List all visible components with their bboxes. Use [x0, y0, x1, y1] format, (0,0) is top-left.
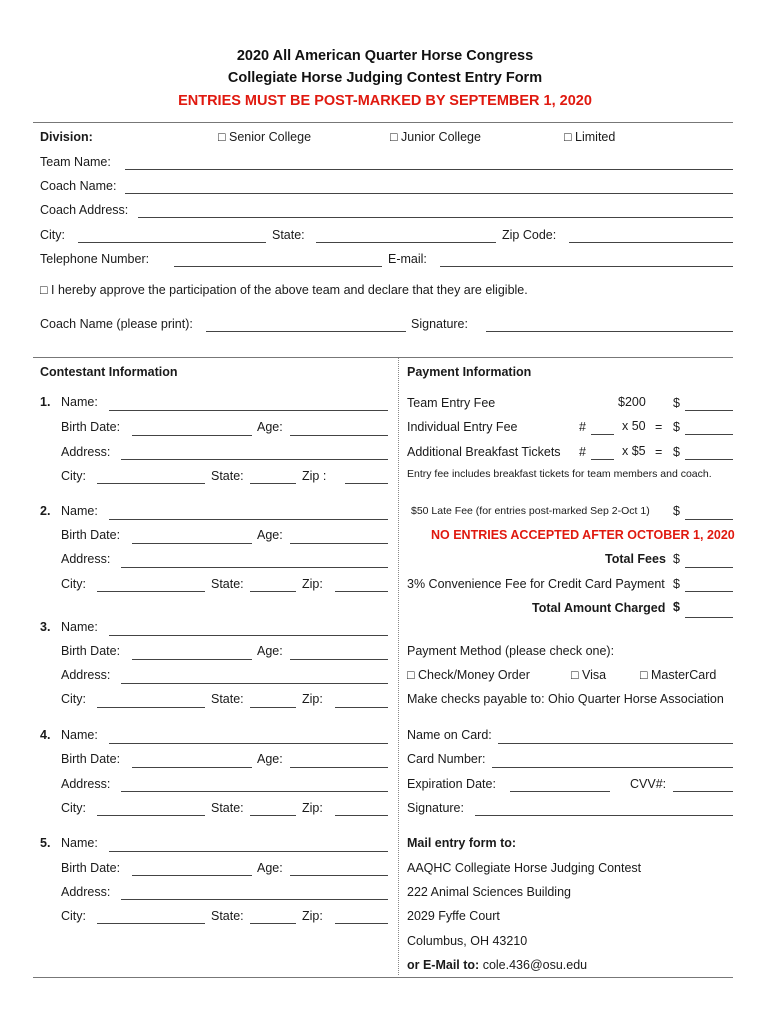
hash-sign: #: [579, 445, 586, 459]
division-junior-checkbox[interactable]: □ Junior College: [390, 130, 481, 144]
contestant-5-city-field[interactable]: [97, 923, 205, 924]
contestant-5-age-field[interactable]: [290, 875, 388, 876]
contestant-zip-label: Zip:: [302, 801, 323, 815]
no-entries-notice: NO ENTRIES ACCEPTED AFTER OCTOBER 1, 2020: [431, 528, 735, 542]
contestant-age-label: Age:: [257, 752, 283, 766]
contestant-age-label: Age:: [257, 528, 283, 542]
contestant-1-zip-field[interactable]: [345, 483, 388, 484]
individual-fee-label: Individual Entry Fee: [407, 420, 518, 434]
contestant-city-label: City:: [61, 692, 86, 706]
contestant-address-label: Address:: [61, 445, 111, 459]
breakfast-rate: x $5: [622, 444, 646, 458]
contestant-4-birth-field[interactable]: [132, 767, 252, 768]
contestant-birth-label: Birth Date:: [61, 861, 121, 875]
card-signature-label: Signature:: [407, 801, 464, 815]
contestant-age-label: Age:: [257, 644, 283, 658]
coach-signature-field[interactable]: [486, 331, 733, 332]
dollar-sign: $: [673, 396, 680, 410]
mastercard-checkbox[interactable]: □ MasterCard: [640, 668, 717, 682]
telephone-field[interactable]: [174, 266, 382, 267]
contestant-address-label: Address:: [61, 552, 111, 566]
contestant-5-name-field[interactable]: [109, 851, 388, 852]
payment-method-label: Payment Method (please check one):: [407, 644, 615, 658]
contestant-number: 3.: [40, 620, 51, 634]
total-fees-field[interactable]: [685, 567, 733, 568]
late-fee-label: $50 Late Fee (for entries post-marked Sep 2-Oct 1): [411, 505, 650, 517]
payable-note: Make checks payable to: Ohio Quarter Horse Association: [407, 692, 724, 706]
dollar-sign: $: [673, 552, 680, 566]
contestant-2-address-field[interactable]: [121, 567, 388, 568]
contestant-zip-label: Zip :: [302, 469, 327, 483]
contestant-city-label: City:: [61, 909, 86, 923]
team-zip-field[interactable]: [569, 242, 733, 243]
coach-name-field[interactable]: [125, 193, 733, 194]
contestant-4-address-field[interactable]: [121, 791, 388, 792]
contestant-3-birth-field[interactable]: [132, 659, 252, 660]
section-divider: [33, 357, 733, 358]
contestant-1-age-field[interactable]: [290, 435, 388, 436]
team-zip-label: Zip Code:: [502, 228, 557, 242]
telephone-label: Telephone Number:: [40, 252, 150, 266]
total-fees-label: Total Fees: [605, 552, 666, 566]
contestant-3-age-field[interactable]: [290, 659, 388, 660]
contestant-city-label: City:: [61, 469, 86, 483]
contestant-1-name-field[interactable]: [109, 410, 388, 411]
contact-email[interactable]: cole.436@osu.edu: [482, 958, 588, 972]
coach-print-field[interactable]: [206, 331, 406, 332]
contestant-state-label: State:: [211, 469, 244, 483]
contestant-3-zip-field[interactable]: [335, 707, 388, 708]
individual-total-field[interactable]: [685, 434, 733, 435]
header-divider: [33, 122, 733, 123]
contestant-4-state-field[interactable]: [250, 815, 296, 816]
contestant-number: 4.: [40, 728, 51, 742]
team-fee-label: Team Entry Fee: [407, 396, 496, 410]
dollar-sign: $: [673, 420, 680, 434]
contestant-birth-label: Birth Date:: [61, 528, 121, 542]
form-title: 2020 All American Quarter Horse Congress: [236, 48, 534, 64]
contestant-2-name-field[interactable]: [109, 519, 388, 520]
contestant-name-label: Name:: [61, 728, 98, 742]
mail-address-line: Columbus, OH 43210: [407, 934, 528, 948]
contestant-3-city-field[interactable]: [97, 707, 205, 708]
team-fee-total-field[interactable]: [685, 410, 733, 411]
team-name-field[interactable]: [125, 169, 733, 170]
contestant-city-label: City:: [61, 577, 86, 591]
contestant-1-state-field[interactable]: [250, 483, 296, 484]
contestant-state-label: State:: [211, 692, 244, 706]
email-instruction: [407, 958, 587, 972]
card-signature-field[interactable]: [475, 815, 733, 816]
contestant-1-city-field[interactable]: [97, 483, 205, 484]
contestant-address-label: Address:: [61, 668, 111, 682]
contestant-zip-label: Zip:: [302, 909, 323, 923]
contestant-birth-label: Birth Date:: [61, 752, 121, 766]
mail-address-line: 222 Animal Sciences Building: [407, 885, 571, 899]
cvv-field[interactable]: [673, 791, 733, 792]
email-field[interactable]: [440, 266, 733, 267]
breakfast-label: Additional Breakfast Tickets: [407, 445, 561, 459]
coach-signature-label: Signature:: [411, 317, 468, 331]
contestant-address-label: Address:: [61, 777, 111, 791]
contestant-5-state-field[interactable]: [250, 923, 296, 924]
contestant-4-age-field[interactable]: [290, 767, 388, 768]
contestant-3-address-field[interactable]: [121, 683, 388, 684]
breakfast-count-field[interactable]: [591, 459, 614, 460]
equals-sign: =: [655, 420, 663, 434]
coach-name-label: Coach Name:: [40, 179, 117, 193]
individual-count-field[interactable]: [591, 434, 614, 435]
contestant-2-zip-field[interactable]: [335, 591, 388, 592]
equals-sign: =: [655, 445, 663, 459]
total-charged-field[interactable]: [685, 617, 733, 618]
check-money-order-checkbox[interactable]: □ Check/Money Order: [407, 668, 530, 682]
column-divider: [398, 358, 399, 975]
division-limited-checkbox[interactable]: □ Limited: [564, 130, 616, 144]
contestant-number: 2.: [40, 504, 51, 518]
contestant-birth-label: Birth Date:: [61, 420, 121, 434]
contestant-heading: Contestant Information: [40, 365, 178, 379]
coach-address-label: Coach Address:: [40, 203, 129, 217]
contestant-2-city-field[interactable]: [97, 591, 205, 592]
contestant-birth-label: Birth Date:: [61, 644, 121, 658]
deadline-notice: ENTRIES MUST BE POST-MARKED BY SEPTEMBER 1, 2020: [178, 93, 592, 109]
contestant-age-label: Age:: [257, 420, 283, 434]
team-city-field[interactable]: [78, 242, 266, 243]
late-fee-field[interactable]: [685, 519, 733, 520]
mail-address-line: 2029 Fyffe Court: [407, 909, 500, 923]
card-number-field[interactable]: [492, 767, 733, 768]
contestant-number: 5.: [40, 836, 51, 850]
payment-heading: Payment Information: [407, 365, 532, 379]
name-on-card-label: Name on Card:: [407, 728, 492, 742]
contestant-3-state-field[interactable]: [250, 707, 296, 708]
contestant-age-label: Age:: [257, 861, 283, 875]
coach-address-field[interactable]: [138, 217, 733, 218]
contestant-state-label: State:: [211, 801, 244, 815]
card-number-label: Card Number:: [407, 752, 486, 766]
hash-sign: #: [579, 420, 586, 434]
email-to-label: or E-Mail to:: [407, 958, 480, 972]
team-state-label: State:: [272, 228, 305, 242]
team-name-label: Team Name:: [40, 155, 111, 169]
breakfast-total-field[interactable]: [685, 459, 733, 460]
contestant-name-label: Name:: [61, 620, 98, 634]
contestant-2-age-field[interactable]: [290, 543, 388, 544]
contestant-zip-label: Zip:: [302, 692, 323, 706]
contestant-4-zip-field[interactable]: [335, 815, 388, 816]
dollar-sign: $: [673, 504, 680, 518]
individual-rate: x 50: [622, 419, 646, 433]
mail-address-line: AAQHC Collegiate Horse Judging Contest: [407, 861, 642, 875]
contestant-number: 1.: [40, 395, 51, 409]
expiration-label: Expiration Date:: [407, 777, 496, 791]
contestant-name-label: Name:: [61, 395, 98, 409]
mail-heading: Mail entry form to:: [407, 836, 517, 850]
team-state-field[interactable]: [316, 242, 496, 243]
contestant-name-label: Name:: [61, 504, 98, 518]
coach-print-label: Coach Name (please print):: [40, 317, 193, 331]
contestant-1-address-field[interactable]: [121, 459, 388, 460]
dollar-sign: $: [673, 577, 680, 591]
contestant-address-label: Address:: [61, 885, 111, 899]
breakfast-note: Entry fee includes breakfast tickets for team members and coach.: [407, 468, 712, 480]
team-fee-amount: $200: [618, 395, 646, 409]
email-label: E-mail:: [388, 252, 427, 266]
total-charged-label: Total Amount Charged: [532, 601, 666, 615]
contestant-2-state-field[interactable]: [250, 591, 296, 592]
contestant-state-label: State:: [211, 577, 244, 591]
division-label: Division:: [40, 130, 93, 144]
expiration-field[interactable]: [510, 791, 610, 792]
form-subtitle: Collegiate Horse Judging Contest Entry Form: [227, 70, 543, 86]
visa-checkbox[interactable]: □ Visa: [571, 668, 607, 682]
contestant-2-birth-field[interactable]: [132, 543, 252, 544]
contestant-5-birth-field[interactable]: [132, 875, 252, 876]
division-senior-checkbox[interactable]: □ Senior College: [218, 130, 312, 144]
cvv-label: CVV#:: [630, 777, 667, 791]
contestant-4-city-field[interactable]: [97, 815, 205, 816]
contestant-zip-label: Zip:: [302, 577, 323, 591]
contestant-3-name-field[interactable]: [109, 635, 388, 636]
dollar-sign: $: [673, 600, 680, 614]
contestant-4-name-field[interactable]: [109, 743, 388, 744]
name-on-card-field[interactable]: [498, 743, 733, 744]
team-city-label: City:: [40, 228, 65, 242]
convenience-fee-label: 3% Convenience Fee for Credit Card Payment: [407, 577, 665, 591]
approval-checkbox[interactable]: □ I hereby approve the participation of the above team and declare that they are eligible.: [40, 283, 528, 297]
contestant-name-label: Name:: [61, 836, 98, 850]
contestant-5-address-field[interactable]: [121, 899, 388, 900]
contestant-state-label: State:: [211, 909, 244, 923]
footer-divider: [33, 977, 733, 978]
contestant-city-label: City:: [61, 801, 86, 815]
convenience-fee-field[interactable]: [685, 591, 733, 592]
dollar-sign: $: [673, 445, 680, 459]
contestant-1-birth-field[interactable]: [132, 435, 252, 436]
contestant-5-zip-field[interactable]: [335, 923, 388, 924]
